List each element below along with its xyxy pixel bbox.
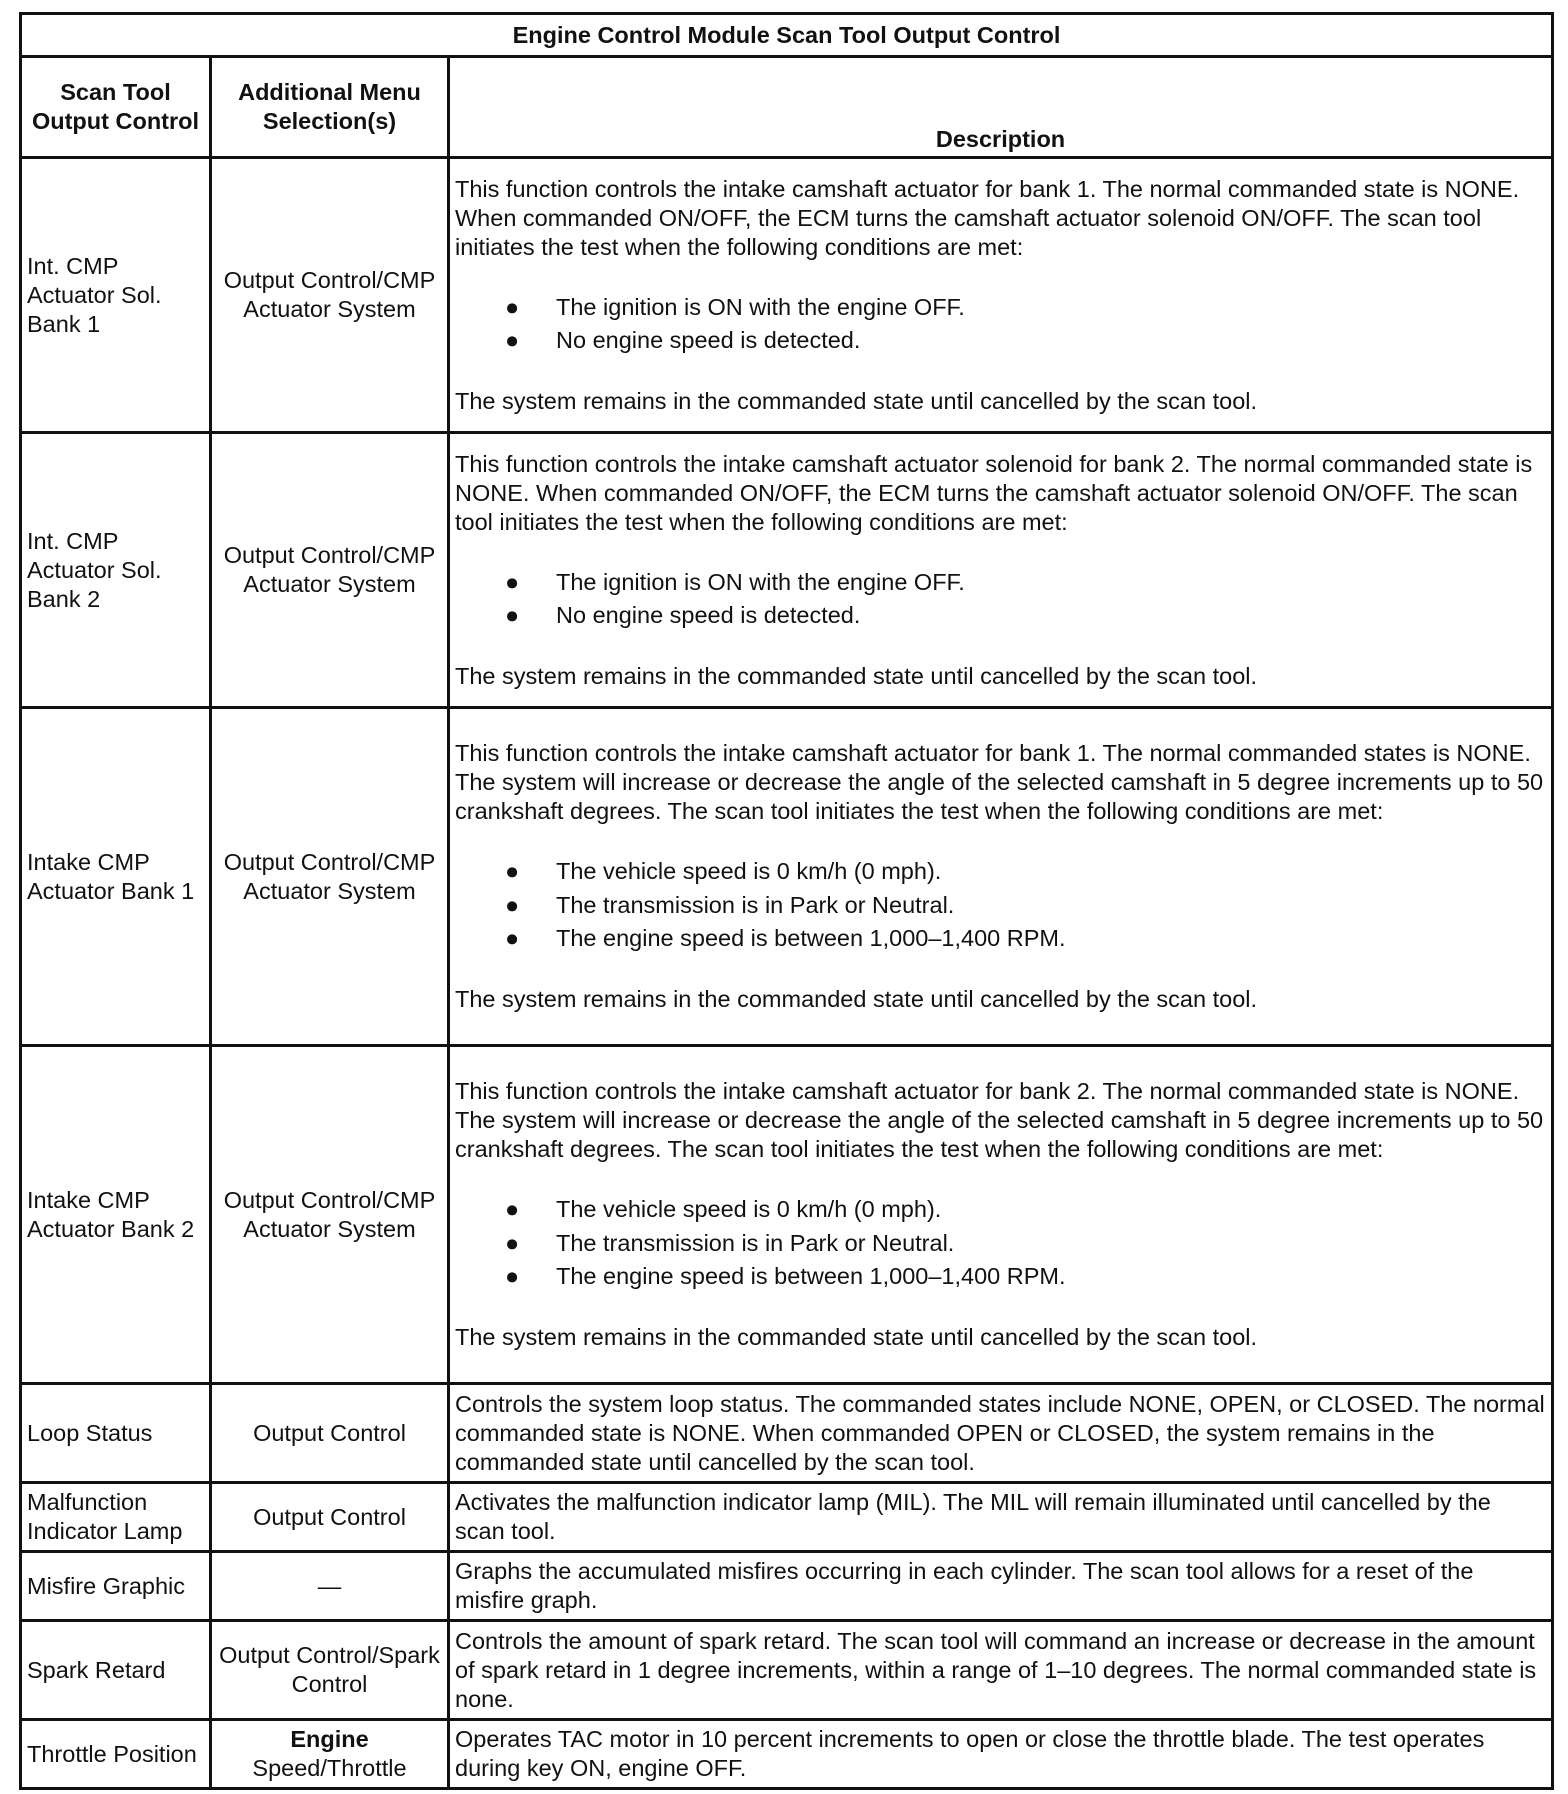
- control-cell: Spark Retard: [21, 1621, 211, 1720]
- description-outro: The system remains in the commanded state until cancelled by the scan tool.: [455, 985, 1258, 1012]
- description-cell: Operates TAC motor in 10 percent increments to open or close the throttle blade. The test operates during key ON, engine OFF.: [449, 1720, 1553, 1789]
- table-row: [21, 1552, 1553, 1621]
- menu-cell: Output Control/CMP Actuator System: [211, 433, 449, 708]
- table-row: [21, 433, 1553, 708]
- list-item: ● The ignition is ON with the engine OFF.: [455, 291, 1546, 325]
- condition-list: [455, 855, 1546, 956]
- control-cell: Intake CMP Actuator Bank 2: [21, 1046, 211, 1384]
- header-scan-tool-output-control: Scan Tool Output Control: [21, 57, 211, 158]
- list-item: ● No engine speed is detected.: [455, 324, 1546, 358]
- description-outro: The system remains in the commanded state until cancelled by the scan tool.: [455, 662, 1258, 689]
- header-description: Description: [449, 57, 1553, 158]
- description-cell: Controls the system loop status. The commanded states include NONE, OPEN, or CLOSED. The normal commanded state is NONE. When commanded OPEN or CLOSED, the system remains in the commanded state until cancelled by the scan tool.: [449, 1384, 1553, 1483]
- header-additional-menu-selections: Additional Menu Selection(s): [211, 57, 449, 158]
- menu-cell: Output Control/CMP Actuator System: [211, 158, 449, 433]
- list-item: ● The vehicle speed is 0 km/h (0 mph).: [455, 855, 1546, 889]
- description-cell: Activates the malfunction indicator lamp (MIL). The MIL will remain illuminated until cancelled by the scan tool.: [449, 1483, 1553, 1552]
- output-control-table: [19, 12, 1554, 1790]
- description-intro: This function controls the intake camshaft actuator for bank 1. The normal commanded state is NONE. When commanded ON/OFF, the ECM turns the camshaft actuator solenoid ON/OFF. The scan tool initiates the test when the following conditions are met:: [455, 175, 1520, 260]
- list-item: ● The ignition is ON with the engine OFF.: [455, 566, 1546, 600]
- control-cell: Intake CMP Actuator Bank 1: [21, 708, 211, 1046]
- bullet-icon: ●: [505, 602, 520, 628]
- control-cell: Throttle Position: [21, 1720, 211, 1789]
- description-outro: The system remains in the commanded state until cancelled by the scan tool.: [455, 387, 1258, 414]
- description-cell: [449, 433, 1553, 708]
- bullet-icon: ●: [505, 293, 520, 320]
- control-cell: Misfire Graphic: [21, 1552, 211, 1621]
- description-cell: [449, 708, 1553, 1046]
- description-cell: Graphs the accumulated misfires occurring in each cylinder. The scan tool allows for a reset of the misfire graph.: [449, 1552, 1553, 1621]
- menu-cell: Output Control: [211, 1384, 449, 1483]
- description-cell: [449, 1046, 1553, 1384]
- menu-cell: Output Control/CMP Actuator System: [211, 708, 449, 1046]
- description-cell: Controls the amount of spark retard. The scan tool will command an increase or decrease in the amount of spark retard in 1 degree increments, within a range of 1–10 degrees. The normal commanded state is none.: [449, 1621, 1553, 1720]
- menu-cell: Output Control/Spark Control: [211, 1621, 449, 1720]
- bullet-icon: ●: [505, 925, 520, 952]
- bullet-icon: ●: [505, 858, 520, 885]
- control-cell: Int. CMP Actuator Sol. Bank 2: [21, 433, 211, 708]
- table-header-row: [21, 57, 1553, 158]
- condition-list: [455, 566, 1546, 633]
- table-row: [21, 1483, 1553, 1552]
- table-row: [21, 1046, 1553, 1384]
- table-title-row: [21, 14, 1553, 57]
- bullet-icon: ●: [505, 568, 520, 595]
- menu-cell: Output Control: [211, 1483, 449, 1552]
- table-row: [21, 1384, 1553, 1483]
- list-item: ● The transmission is in Park or Neutral.: [455, 1227, 1546, 1261]
- table-title: Engine Control Module Scan Tool Output Control: [21, 14, 1553, 57]
- bullet-icon: ●: [505, 1229, 520, 1256]
- list-item: ● The engine speed is between 1,000–1,400 RPM.: [455, 922, 1546, 956]
- bullet-icon: ●: [505, 327, 520, 353]
- description-cell: [449, 158, 1553, 433]
- menu-cell-bold: Engine: [290, 1726, 369, 1752]
- list-item: ● No engine speed is detected.: [455, 599, 1546, 633]
- table-row: [21, 708, 1553, 1046]
- list-item: ● The transmission is in Park or Neutral.: [455, 889, 1546, 923]
- table-row: [21, 1621, 1553, 1720]
- description-intro: This function controls the intake camshaft actuator for bank 1. The normal commanded states is NONE. The system will increase or decrease the angle of the selected camshaft in 5 degree increments up to 50 crankshaft degrees. The scan tool initiates the test when the following conditions are met:: [455, 740, 1544, 825]
- control-cell: Int. CMP Actuator Sol. Bank 1: [21, 158, 211, 433]
- table-row: [21, 158, 1553, 433]
- bullet-icon: ●: [505, 891, 520, 918]
- control-cell: Malfunction Indicator Lamp: [21, 1483, 211, 1552]
- menu-cell-sub: Speed/Throttle: [252, 1755, 407, 1781]
- list-item: ● The engine speed is between 1,000–1,400 RPM.: [455, 1260, 1546, 1294]
- condition-list: [455, 291, 1546, 358]
- bullet-icon: ●: [505, 1263, 520, 1290]
- table-row: [21, 1720, 1553, 1789]
- description-outro: The system remains in the commanded state until cancelled by the scan tool.: [455, 1323, 1258, 1350]
- menu-cell: —: [211, 1552, 449, 1621]
- control-cell: Loop Status: [21, 1384, 211, 1483]
- condition-list: [455, 1193, 1546, 1294]
- list-item: ● The vehicle speed is 0 km/h (0 mph).: [455, 1193, 1546, 1227]
- description-intro: This function controls the intake camshaft actuator for bank 2. The normal commanded state is NONE. The system will increase or decrease the angle of the selected camshaft in 5 degree increments up to 50 crankshaft degrees. The scan tool initiates the test when the following conditions are met:: [455, 1078, 1544, 1163]
- menu-cell: Output Control/CMP Actuator System: [211, 1046, 449, 1384]
- menu-cell: [211, 1720, 449, 1789]
- bullet-icon: ●: [505, 1196, 520, 1223]
- description-intro: This function controls the intake camshaft actuator solenoid for bank 2. The normal commanded state is NONE. When commanded ON/OFF, the ECM turns the camshaft actuator solenoid ON/OFF. The scan tool initiates the test when the following conditions are met:: [455, 450, 1533, 535]
